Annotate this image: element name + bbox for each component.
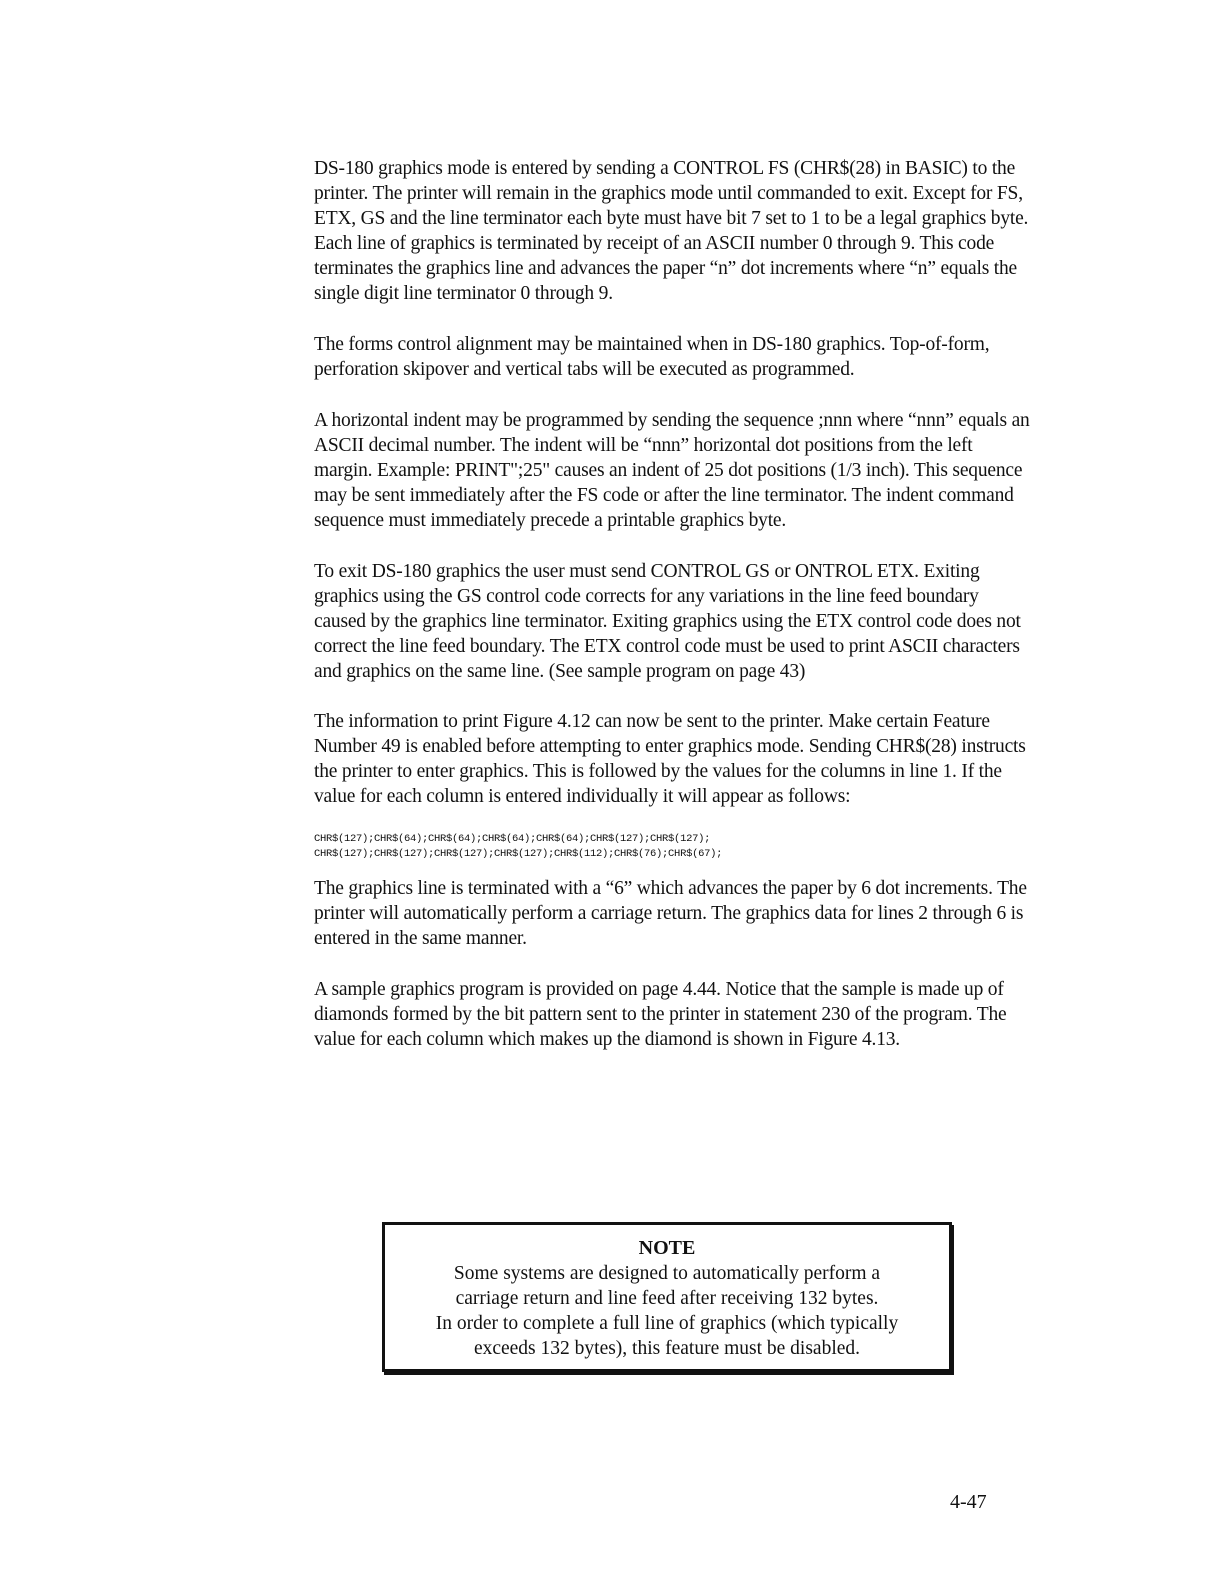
note-line: In order to complete a full line of graphics (which typically	[435, 1313, 899, 1334]
paragraph-horizontal-indent: A horizontal indent may be programmed by sending the sequence ;nnn where “nnn” equals an ASCII decimal number. The indent will be “nnn” horizontal dot positions from the left margin. Example: PRINT";25" causes an indent of 25 dot positions (1/3 inch). This sequence may be sent immediately after the FS code or after the line terminator. The indent command sequence must immediately precede a printable graphics byte.	[314, 410, 1030, 531]
note-title: NOTE	[638, 1237, 696, 1259]
code-line: CHR$(127);CHR$(127);CHR$(127);CHR$(127);CHR$(112);CHR$(76);CHR$(67);	[314, 848, 723, 860]
paragraph-figure-instructions: The information to print Figure 4.12 can now be sent to the printer. Make certain Feature Number 49 is enabled before attempting to enter graphics mode. Sending CHR$(28) instructs the printer to enter graphics. This is followed by the values for the columns in line 1. If the value for each column is entered individually it will appear as follows:	[314, 711, 1026, 807]
paragraph-graphics-mode-entry: DS-180 graphics mode is entered by sending a CONTROL FS (CHR$(28) in BASIC) to the printer. The printer will remain in the graphics mode until commanded to exit. Except for FS, ETX, GS and the line terminator each byte must have bit 7 set to 1 to be a legal graphics byte. Each line of graphics is terminated by receipt of an ASCII number 0 through 9. This code terminates the graphics line and advances the paper “n” dot increments where “n” equals the single digit line terminator 0 through 9.	[314, 158, 1029, 304]
paragraph-line-termination: The graphics line is terminated with a “6” which advances the paper by 6 dot increments. The printer will automatically perform a carriage return. The graphics data for lines 2 through 6 is entered in the same manner.	[314, 878, 1027, 949]
body-text	[314, 156, 1034, 1052]
paragraph-sample-program: A sample graphics program is provided on page 4.44. Notice that the sample is made up of diamonds formed by the bit pattern sent to the printer in statement 230 of the program. The value for each column which makes up the diamond is shown in Figure 4.13.	[314, 979, 1007, 1050]
note-line: exceeds 132 bytes), this feature must be disabled.	[473, 1338, 861, 1359]
code-line: CHR$(127);CHR$(64);CHR$(64);CHR$(64);CHR$(64);CHR$(127);CHR$(127);	[314, 833, 711, 845]
paragraph-forms-control: The forms control alignment may be maintained when in DS-180 graphics. Top-of-form, perforation skipover and vertical tabs will be executed as programmed.	[314, 334, 990, 380]
page-number: 4-47	[950, 1491, 987, 1513]
code-sample	[314, 832, 1034, 862]
paragraph-exit-graphics: To exit DS-180 graphics the user must send CONTROL GS or ONTROL ETX. Exiting graphics using the GS control code corrects for any variations in the line feed boundary caused by the graphics line terminator. Exiting graphics using the ETX control code does not correct the line feed boundary. The ETX control code must be used to print ASCII characters and graphics on the same line. (See sample program on page 43)	[314, 561, 1021, 682]
note-box	[382, 1222, 952, 1372]
note-line: Some systems are designed to automatically perform a	[453, 1263, 881, 1284]
note-line: carriage return and line feed after receiving 132 bytes.	[455, 1288, 879, 1309]
